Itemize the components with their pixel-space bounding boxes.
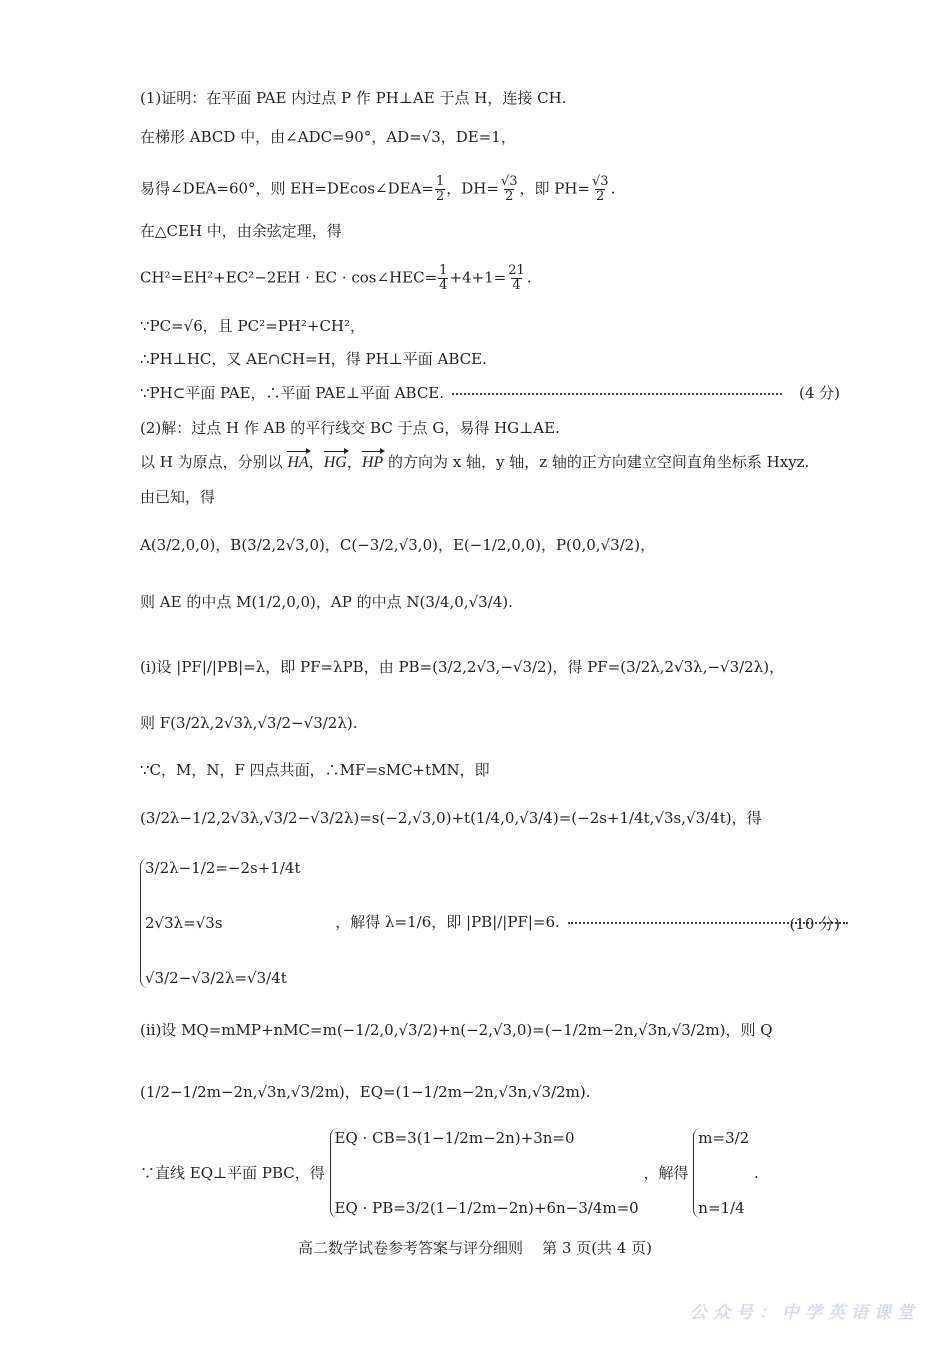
- fraction: $\frac{√3}{2}$: [500, 174, 518, 204]
- fraction: $\frac{√3}{2}$: [592, 174, 609, 204]
- proof-line-7: ∴PH⊥HC，又 AE∩CH=H，得 PH⊥平面 ABCE.: [140, 350, 487, 368]
- solution-line-3: 由已知，得: [140, 488, 216, 506]
- midpoints-line: 则 AE 的中点 M(1/2,0,0)，AP 的中点 N(3/4,0,√3/4).: [140, 593, 513, 611]
- part-ii-line-3: ∵直线 EQ⊥平面 PBC，得 EQ · CB=3(1−1/2m−2n)+3n=0 EQ · PB=3/2(1−1/2m−2n)+6n−3/4m=0 ，解得 m=3/2 n=1/4 .: [140, 1129, 759, 1217]
- solution-system: m=3/2 n=1/4: [693, 1128, 749, 1218]
- solution-line-1: (2)解：过点 H 作 AB 的平行线交 BC 于点 G，易得 HG⊥AE.: [140, 419, 560, 437]
- score-4: (4 分): [798, 384, 840, 402]
- page-number: 第 3 页(共 4 页): [542, 1239, 652, 1257]
- solution-line-2: 以 H 为原点，分别以 HA，HG，HP 的方向为 x 轴，y 轴，z 轴的正方向建立空间直角坐标系 Hxyz.: [140, 453, 810, 471]
- footer-title: 高二数学试卷参考答案与评分细则: [298, 1239, 524, 1257]
- part-i-line-1: (ⅰ)设 |PF|/|PB|=λ，即 PF=λPB，由 PB=(3/2,2√3,−√3/2)，得 PF=(3/2λ,2√3λ,−√3/2λ)，: [140, 658, 785, 676]
- coordinates-line: A(3/2,0,0)，B(3/2,2√3,0)，C(−3/2,√3,0)，E(−1/2,0,0)，P(0,0,√3/2)，: [140, 536, 656, 554]
- proof-line-6: ∵PC=√6，且 PC²=PH²+CH²，: [140, 317, 366, 335]
- watermark: 公众号：中学英语课堂: [690, 1303, 920, 1323]
- proof-line-5: CH²=EH²+EC²−2EH · EC · cos∠HEC= $\frac{1}{4}$ +4+1= $\frac{21}{4}$ .: [140, 263, 532, 293]
- fraction: $\frac{1}{2}$: [435, 174, 445, 204]
- part-ii-line-2: (1/2−1/2m−2n,√3n,√3/2m)，EQ=(1−1/2m−2n,√3n,√3/2m).: [140, 1083, 591, 1101]
- part-i-line-3: ∵C，M，N，F 四点共面，∴MF=sMC+tMN，即: [140, 761, 490, 779]
- proof-line-8: ∵PH⊂平面 PAE，∴平面 PAE⊥平面 ABCE. (4 分): [140, 384, 840, 402]
- proof-line-3: 易得∠DEA=60°，则 EH=DEcos∠DEA= $\frac{1}{2}$ ，DH= $\frac{√3}{2}$ ，即 PH= $\frac{√3}{2}$ .: [140, 174, 616, 204]
- part-i-system: 3/2λ−1/2=−2s+1/4t 2√3λ=√3s √3/2−√3/2λ=√3/4t ，解得 λ=1/6，即 |PB|/|PF|=6. (10 分): [140, 858, 840, 988]
- equation-system: EQ · CB=3(1−1/2m−2n)+3n=0 EQ · PB=3/2(1−1/2m−2n)+6n−3/4m=0: [330, 1128, 639, 1218]
- part-ii-line-1: (ⅱ)设 MQ=mMP+nMC=m(−1/2,0,√3/2)+n(−2,√3,0)=(−1/2m−2n,√3n,√3/2m)，则 Q: [140, 1021, 773, 1039]
- proof-line-4: 在△CEH 中，由余弦定理，得: [140, 222, 342, 240]
- vector-hp: HP: [361, 454, 384, 471]
- score-10: (10 分): [789, 915, 840, 933]
- vector-ha: HA: [287, 454, 309, 471]
- part-i-line-2: 则 F(3/2λ,2√3λ,√3/2−√3/2λ).: [140, 714, 358, 732]
- part-i-line-4: (3/2λ−1/2,2√3λ,√3/2−√3/2λ)=s(−2,√3,0)+t(1/4,0,√3/4)=(−2s+1/4t,√3s,√3/4t)，得: [140, 809, 762, 827]
- fraction: $\frac{21}{4}$: [508, 263, 525, 293]
- page-footer: [0, 1237, 950, 1258]
- equation-system: 3/2λ−1/2=−2s+1/4t 2√3λ=√3s √3/2−√3/2λ=√3/4t: [140, 858, 300, 988]
- leader-dots: [452, 393, 782, 395]
- proof-line-2: 在梯形 ABCD 中，由∠ADC=90°，AD=√3，DE=1，: [140, 128, 516, 146]
- fraction: $\frac{1}{4}$: [439, 263, 448, 293]
- proof-line-1: (1)证明：在平面 PAE 内过点 P 作 PH⊥AE 于点 H，连接 CH.: [140, 89, 567, 107]
- vector-hg: HG: [323, 454, 347, 471]
